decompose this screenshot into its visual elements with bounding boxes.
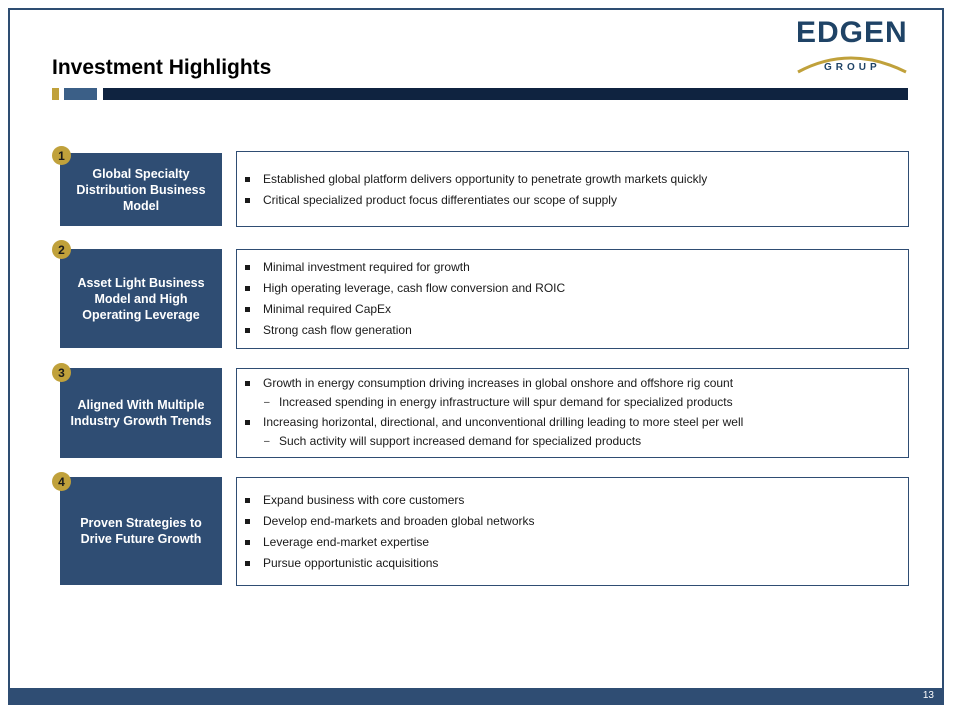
logo-wordmark: EDGEN <box>796 16 908 49</box>
list-item: Minimal investment required for growth <box>263 260 908 275</box>
highlight-4-number-badge: 4 <box>52 472 71 491</box>
list-item: Expand business with core customers <box>263 493 908 508</box>
list-sub-item: – Such activity will support increased demand for specialized products <box>279 434 908 449</box>
title-rule <box>103 88 908 100</box>
list-item: Minimal required CapEx <box>263 302 908 317</box>
highlight-label-text: Aligned With Multiple Industry Growth Trends <box>70 398 212 428</box>
list-item: Leverage end-market expertise <box>263 535 908 550</box>
title-rule-accent <box>52 88 59 100</box>
list-item: Established global platform delivers opportunity to penetrate growth markets quickly <box>263 172 908 187</box>
list-item: Strong cash flow generation <box>263 323 908 338</box>
highlight-2-label <box>60 249 222 348</box>
highlight-2-number-badge: 2 <box>52 240 71 259</box>
highlight-2-content <box>236 249 909 349</box>
highlight-label-text: Asset Light Business Model and High Operating Leverage <box>77 275 205 322</box>
list-item: Develop end-markets and broaden global networks <box>263 514 908 529</box>
list-item: Critical specialized product focus differentiates our scope of supply <box>263 193 908 208</box>
highlight-1-content <box>236 151 909 227</box>
list-sub-item: – Increased spending in energy infrastructure will spur demand for specialized products <box>279 395 908 410</box>
edgen-logo <box>790 16 914 78</box>
list-item: High operating leverage, cash flow conversion and ROIC <box>263 281 908 296</box>
slide-frame <box>8 8 944 705</box>
title-rule-segment <box>64 88 97 100</box>
list-item: Pursue opportunistic acquisitions <box>263 556 908 571</box>
footer-bar <box>8 688 944 705</box>
list-item: Growth in energy consumption driving increases in global onshore and offshore rig count <box>263 376 908 391</box>
highlight-label-text: Global Specialty Distribution Business Model <box>76 166 206 213</box>
page-number: 13 <box>922 690 934 701</box>
highlight-label-text: Proven Strategies to Drive Future Growth <box>80 516 202 546</box>
highlight-3-number-badge: 3 <box>52 363 71 382</box>
highlight-3-content <box>236 368 909 458</box>
logo-subtitle: GROUP <box>824 62 881 73</box>
highlight-4-label <box>60 477 222 585</box>
highlight-1-label <box>60 153 222 226</box>
list-item: Increasing horizontal, directional, and unconventional drilling leading to more steel per well <box>263 415 908 430</box>
highlight-4-content <box>236 477 909 586</box>
page-title: Investment Highlights <box>52 56 272 79</box>
highlight-1-number-badge: 1 <box>52 146 71 165</box>
highlight-3-label <box>60 368 222 458</box>
